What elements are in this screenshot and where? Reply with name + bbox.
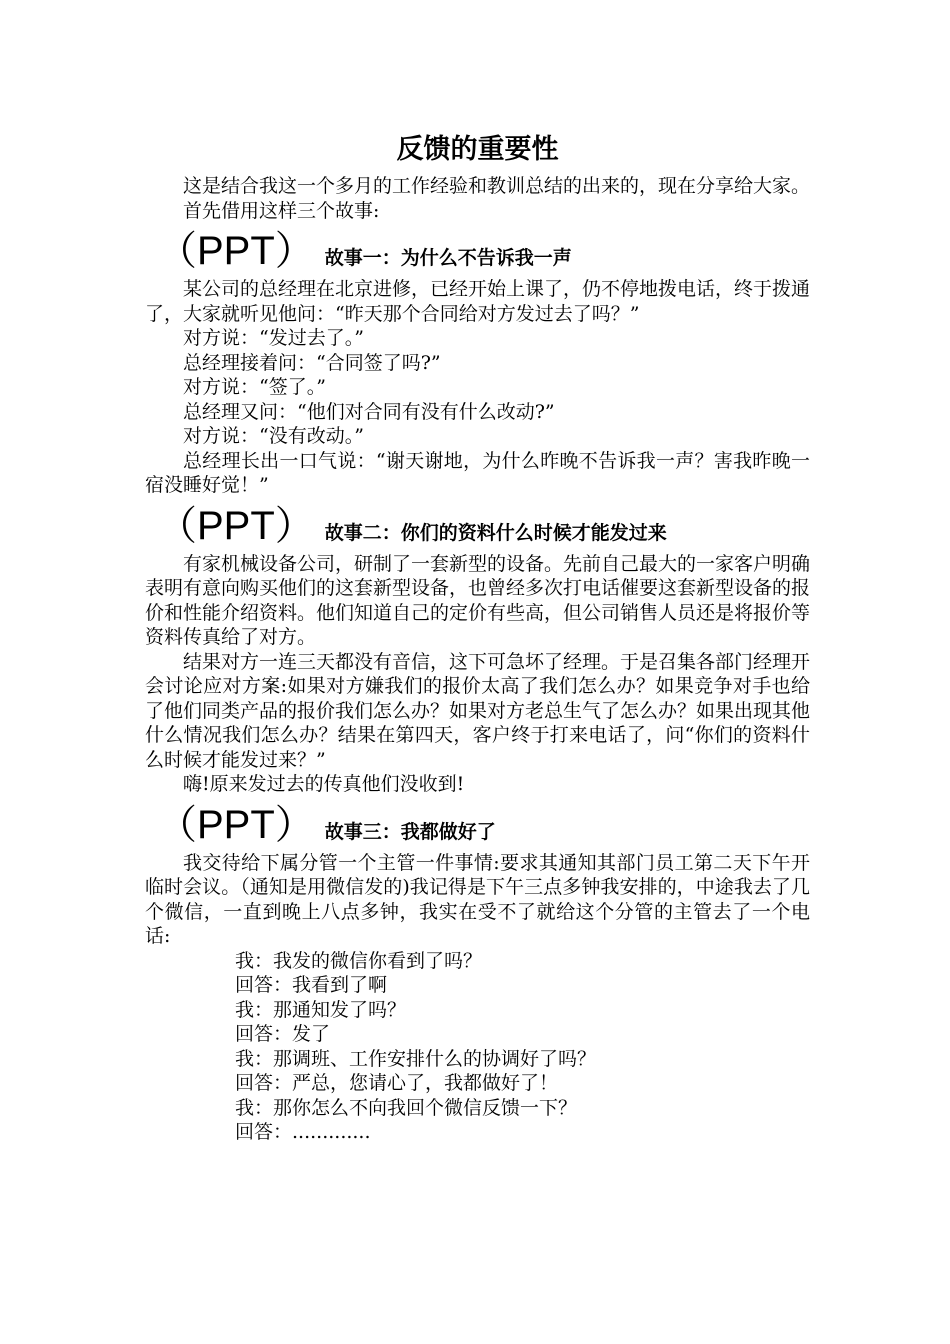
story-paragraph: 嗨!原来发过去的传真他们没收到! — [183, 773, 465, 795]
document-page — [145, 128, 810, 1145]
story-heading — [145, 229, 810, 273]
story-heading — [145, 803, 810, 847]
dialogue-line: 我：那你怎么不向我回个微信反馈一下？ — [235, 1096, 578, 1119]
story-paragraph: 结果对方一连三天都没有音信，这下可急坏了经理。于是召集各部门经理开会讨论应对方案:如果对方嫌我们的报价太高了我们怎么办？如果竞争对手也给了他们同类产品的报价我们怎么办？如果对方老总生气了怎么办？如果出现其他什么情况我们怎么办？结果在第四天，客户终于打来电话了，问“你们的资料什么时候才能发过来？” — [145, 650, 811, 771]
story-paragraph: 对方说：“没有改动。” — [183, 425, 364, 447]
story-title: 故事三：我都做好了 — [324, 820, 496, 843]
story-heading — [145, 504, 810, 548]
dialogue-line: 回答：............. — [235, 1121, 371, 1143]
intro-paragraph: 首先借用这样三个故事: — [183, 199, 380, 222]
dialogue-line: 回答：严总，您请心了，我都做好了！ — [235, 1072, 559, 1094]
dialogue-line: 我：我发的微信你看到了吗？ — [235, 949, 483, 972]
story-paragraph: 我交待给下属分管一个主管一件事情:要求其通知其部门员工第二天下午开临时会议。（通知是用微信发的)我记得是下午三点多钟我安排的，中途我去了几个微信，一直到晚上八点多钟，我实在受不了就给这个分管的主管去了一个电话: — [145, 851, 810, 947]
ppt-marker: （PPT） — [157, 503, 315, 548]
intro-paragraph: 这是结合我这一个多月的工作经验和教训总结的出来的，现在分享给大家。 — [183, 175, 811, 197]
dialogue-line: 回答：发了 — [235, 1023, 331, 1045]
story-paragraph: 某公司的总经理在北京进修，已经开始上课了，仍不停地拨电话，终于拨通了，大家就听见他问：“昨天那个合同给对方发过去了吗？” — [145, 278, 811, 325]
dialogue-line: 我：那调班、工作安排什么的协调好了吗？ — [235, 1047, 597, 1070]
ppt-marker: （PPT） — [157, 802, 315, 847]
story-paragraph: 总经理接着问：“合同签了吗?” — [183, 351, 441, 374]
story-paragraph: 总经理长出一口气说：“谢天谢地，为什么昨晚不告诉我一声？害我昨晚一宿没睡好觉！” — [145, 449, 810, 496]
dialogue-line: 回答：我看到了啊 — [235, 974, 388, 996]
story-paragraph: 对方说：“签了。” — [183, 376, 326, 398]
ppt-marker: （PPT） — [157, 229, 315, 273]
story-paragraph: 对方说：“发过去了。” — [183, 327, 364, 349]
story-paragraph: 有家机械设备公司，研制了一套新型的设备。先前自己最大的一家客户明确表明有意向购买他们的这套新型设备，也曾经多次打电话催要这套新型设备的报价和性能介绍资料。他们知道自己的定价有些高，但公司销售人员还是将报价等资料传真给了对方。 — [145, 552, 811, 648]
dialogue-line: 我：那通知发了吗？ — [235, 998, 407, 1021]
story-title: 故事一：为什么不告诉我一声 — [324, 247, 572, 269]
story-title: 故事二：你们的资料什么时候才能发过来 — [324, 521, 667, 544]
story-paragraph: 总经理又问：“他们对合同有没有什么改动?” — [183, 400, 555, 423]
document-title: 反馈的重要性 — [396, 134, 559, 165]
